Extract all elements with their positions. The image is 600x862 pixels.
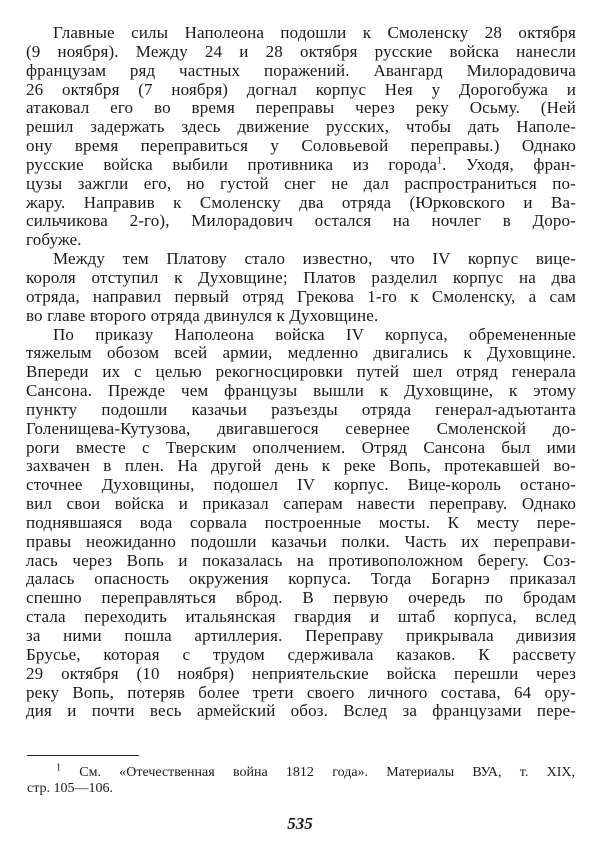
text-line: решил задержать здесь движение русских, чтобы дать Наполе- bbox=[26, 117, 576, 137]
text-line: спешно переправляться вброд. В первую очередь по бродам bbox=[26, 588, 576, 608]
text-line: лась через Вопь и показалась на противоположном берегу. Соз- bbox=[26, 550, 576, 570]
text-line: правы неожиданно подошли казачьи полки. Часть их переправи- bbox=[26, 531, 576, 551]
text-line: атаковал его во время переправы через реку Осьму. (Ней bbox=[26, 98, 576, 118]
text-line: Голенищева-Кутузова, двигавшегося севернее Смоленской до- bbox=[26, 418, 576, 438]
text-line: сточнее Духовщины, подошел IV корпус. Вице-король остано- bbox=[26, 475, 576, 495]
footnote-line bbox=[27, 762, 575, 781]
text-line: отряда, направил первый отряд Грекова 1-го к Смоленску, а сам bbox=[26, 286, 576, 306]
text-line: поднявшаяся вода сорвала построенные мосты. К месту пере- bbox=[26, 512, 576, 532]
text-line: сильчикова 2-го), Милорадович остался на ночлег в Доро- bbox=[26, 211, 576, 231]
text-line: стала переходить итальянская гвардия и штаб корпуса, вслед bbox=[26, 607, 576, 627]
text-line: пункту подошли казачьи разъезды отряда генерал-адъютанта bbox=[26, 399, 576, 419]
footnote-marker: 1 bbox=[56, 762, 61, 774]
text-line: (9 ноября). Между 24 и 28 октября русские войска нанесли bbox=[26, 41, 576, 61]
text-line: за ними пошла артиллерия. Переправу прикрывала дивизия bbox=[26, 626, 576, 645]
text-line: По приказу Наполеона войска IV корпуса, обремененные bbox=[53, 324, 576, 344]
body-text bbox=[26, 24, 576, 721]
page-number: 535 bbox=[287, 814, 313, 833]
paragraph-1 bbox=[26, 24, 576, 250]
text-line: короля отступил к Духовщине; Платов разделил корпус на два bbox=[26, 267, 576, 287]
text-segment: . Уходя, фран- bbox=[442, 154, 576, 174]
text-line: французам ряд частных поражений. Авангард Милорадовича bbox=[26, 60, 576, 80]
footnote-line: стр. 105—106. bbox=[27, 781, 114, 796]
text-line: роги вместе с Тверским ополчением. Отряд Сансона был ими bbox=[26, 437, 576, 457]
paragraph-2 bbox=[26, 250, 576, 325]
text-line: во главе второго отряда двинулся к Духовщине. bbox=[26, 305, 379, 325]
text-line: дия и почти весь армейский обоз. Вслед за французами пере- bbox=[26, 701, 576, 721]
text-line: ону время переправиться у Соловьевой переправы.) Однако bbox=[26, 136, 576, 156]
text-line: Между тем Платову стало известно, что IV корпус вице- bbox=[53, 249, 576, 269]
text-line: Впереди их с целью рекогносцировки путей шел отряд генерала bbox=[26, 362, 576, 382]
footnote-divider bbox=[27, 755, 139, 756]
text-line: захвачен в плен. На другой день к реке Вопь, протекавшей во- bbox=[26, 456, 576, 476]
text-line: Сансона. Прежде чем французы вышли к Духовщине, к этому bbox=[26, 381, 576, 401]
footnote-text: См. «Отечественная война 1812 года». Материалы ВУА, т. XIX, bbox=[79, 765, 575, 780]
text-line: Брусье, которая с трудом сдерживала казаков. К рассвету bbox=[26, 644, 576, 664]
text-line bbox=[26, 156, 576, 175]
text-line: цузы зажгли его, но густой снег не дал распространиться по- bbox=[26, 173, 576, 193]
footnote-reference[interactable]: 1 bbox=[437, 155, 443, 167]
text-line: 26 октября (7 ноября) догнал корпус Нея у Дорогобужа и bbox=[26, 79, 576, 99]
paragraph-3 bbox=[26, 326, 576, 722]
text-line: гобуже. bbox=[26, 230, 82, 250]
footnote bbox=[27, 762, 575, 797]
text-line: далась опасность окружения корпуса. Тогда Богарнэ приказал bbox=[26, 569, 576, 589]
text-line: реку Вопь, потеряв более трети своего личного состава, 64 ору- bbox=[26, 682, 576, 702]
text-line: 29 октября (10 ноября) неприятельские войска перешли через bbox=[26, 663, 576, 683]
text-line: Главные силы Наполеона подошли к Смоленску 28 октября bbox=[53, 23, 576, 42]
text-line: вил свои войска и приказал саперам навести переправу. Однако bbox=[26, 494, 576, 514]
text-line: тяжелым обозом всей армии, медленно двигались к Духовщине. bbox=[26, 343, 576, 363]
text-line: жару. Направив к Смоленску два отряда (Юрковского и Ва- bbox=[26, 192, 576, 212]
text-segment: русские войска выбили противника из города bbox=[26, 154, 438, 174]
